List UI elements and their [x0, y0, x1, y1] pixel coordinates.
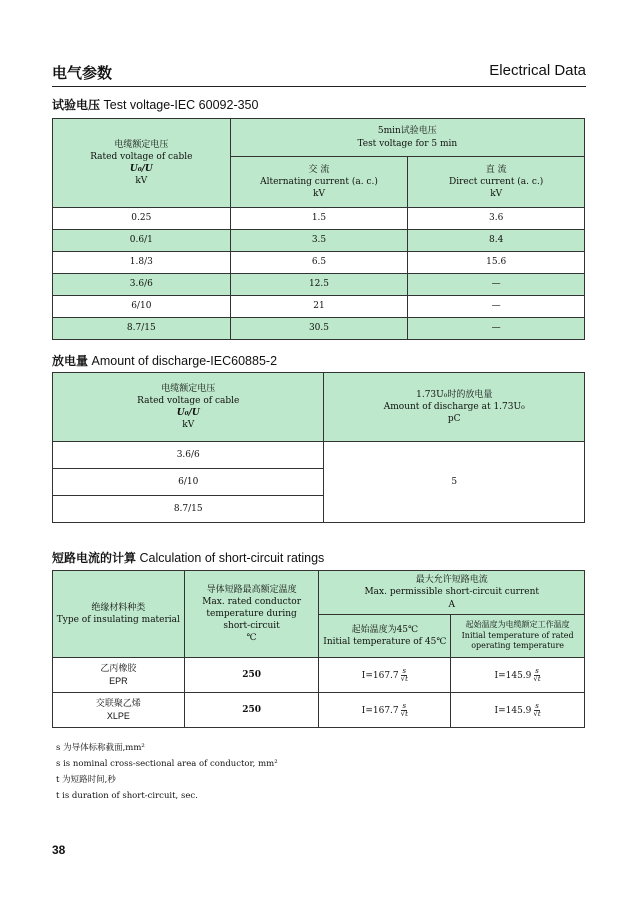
table-row: 交联聚乙烯 XLPE 250 I=167.7 $\frac{s}{√t}$ I=145.9 $\frac{s}{√t}$ [53, 693, 585, 728]
test-voltage-table [52, 118, 585, 340]
page-header [52, 62, 586, 84]
table-row: 1.8/3 6.5 15.6 [53, 252, 585, 274]
fraction: $\frac{s}{√t}$ [533, 666, 541, 683]
material-header: 绝缘材料种类 Type of insulating material [53, 571, 185, 658]
table-row: 6/10 21 — [53, 296, 585, 318]
discharge-header: 1.73U₀时的放电量 Amount of discharge at 1.73U₀ pC [324, 373, 585, 442]
dc-header: 直 流 Direct current (a. c.) kV [408, 157, 585, 208]
initial-45-header: 起始温度为45℃ Initial temperature of 45℃ [319, 615, 451, 658]
initial-rated-header: 起始温度为电缆额定工作温度 Initial temperature of rated operating temperature [451, 615, 585, 658]
table-row: 3.6/6 12.5 — [53, 274, 585, 296]
max-temp-header: 导体短路最高额定温度 Max. rated conductor temperature during short-circuit ℃ [184, 571, 319, 658]
footnote: s is nominal cross-sectional area of conductor, mm² [56, 759, 278, 769]
rated-voltage-header: 电缆额定电压 Rated voltage of cable U₀/U kV [53, 373, 324, 442]
fraction: $\frac{s}{√t}$ [533, 701, 541, 718]
formula-cell: I=145.9 $\frac{s}{√t}$ [451, 658, 585, 693]
table-row: 6/10 [53, 469, 585, 496]
table-row: 乙丙橡胶 EPR 250 I=167.7 $\frac{s}{√t}$ I=145.9 $\frac{s}{√t}$ [53, 658, 585, 693]
footnote: s 为导体标称截面,mm² [56, 743, 145, 753]
fraction: $\frac{s}{√t}$ [400, 701, 408, 718]
table-row: 8.7/15 [53, 496, 585, 523]
header-title-cn: 电气参数 [52, 64, 113, 82]
section-title-short-circuit: 短路电流的计算 Calculation of short-circuit ratings [52, 551, 325, 565]
table-row: 0.6/1 3.5 8.4 [53, 230, 585, 252]
rated-voltage-header: 电缆额定电压 Rated voltage of cable U₀/U kV [53, 119, 231, 208]
table-row: 0.25 1.5 3.6 [53, 208, 585, 230]
footnote: t 为短路时间,秒 [56, 775, 116, 785]
formula-cell: I=167.7 $\frac{s}{√t}$ [319, 693, 451, 728]
test-voltage-5min-header: 5min试验电压 Test voltage for 5 min [230, 119, 584, 157]
max-current-header: 最大允许短路电流 Max. permissible short-circuit current A [319, 571, 585, 615]
table-row: 3.6/6 5 [53, 442, 585, 469]
fraction: $\frac{s}{√t}$ [400, 666, 408, 683]
header-title-en: Electrical Data [489, 62, 586, 79]
footnote: t is duration of short-circuit, sec. [56, 791, 198, 801]
formula-cell: I=145.9 $\frac{s}{√t}$ [451, 693, 585, 728]
header-rule [52, 86, 586, 87]
footnotes [56, 740, 278, 804]
ac-header: 交 流 Alternating current (a. c.) kV [230, 157, 408, 208]
page-number: 38 [52, 843, 66, 857]
section-title-test-voltage: 试验电压 Test voltage-IEC 60092-350 [52, 98, 259, 112]
section-title-discharge: 放电量 Amount of discharge-IEC60885-2 [52, 354, 278, 368]
short-circuit-table [52, 570, 585, 728]
formula-cell: I=167.7 $\frac{s}{√t}$ [319, 658, 451, 693]
discharge-value: 5 [324, 442, 585, 523]
discharge-table [52, 372, 585, 523]
table-row: 8.7/15 30.5 — [53, 318, 585, 340]
